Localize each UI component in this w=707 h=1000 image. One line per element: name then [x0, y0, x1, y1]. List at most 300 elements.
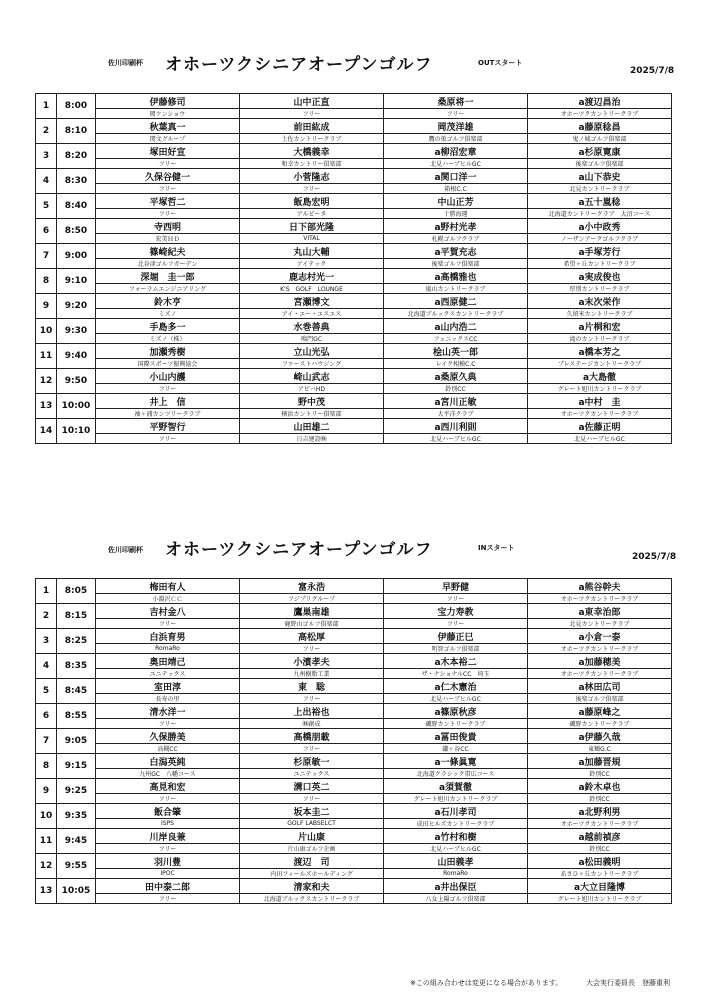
player-name: a桑原久典 [384, 369, 528, 384]
player-affiliation: 北谷津ゴルフガーデン [96, 259, 240, 269]
player-affiliation: フジプリグループ [240, 594, 384, 604]
player-affiliation: 内田フィールズホールディング [240, 869, 384, 879]
player-name: a井出保臣 [384, 879, 528, 894]
player-affiliation: 鈴別CC [528, 794, 672, 804]
player-affiliation: フェニックスCC [384, 334, 528, 344]
player-affiliation: 北見カントリークラブ [528, 184, 672, 194]
player-name: 井上 信 [96, 394, 240, 409]
tee-time: 8:35 [57, 654, 96, 679]
player-name: 久保谷健一 [96, 169, 240, 184]
player-name: a小倉一泰 [528, 629, 672, 644]
player-name: 加瀬秀樹 [96, 344, 240, 359]
player-name: a山下恭史 [528, 169, 672, 184]
player-name: a山内浩二 [384, 319, 528, 334]
player-name: 立山光弘 [240, 344, 384, 359]
tee-time: 8:10 [57, 119, 96, 144]
group-number: 13 [36, 394, 57, 419]
player-affiliation: ミズノ [96, 309, 240, 319]
player-affiliation: ファーストハウジング [240, 359, 384, 369]
tee-time: 9:05 [57, 729, 96, 754]
player-name: 高松厚 [240, 629, 384, 644]
out-section [0, 0, 707, 443]
player-name: a橋本芳之 [528, 344, 672, 359]
player-name: a小中政秀 [528, 219, 672, 234]
player-affiliation: 袖ヶ浦カンツリークラブ [96, 409, 240, 419]
affiliation-row [36, 409, 672, 419]
player-affiliation: フリー [384, 109, 528, 119]
player-affiliation: フリー [240, 744, 384, 754]
group-number: 8 [36, 269, 57, 294]
player-name: 鷹巣南雄 [240, 604, 384, 619]
player-affiliation: 東鶴G.C [528, 744, 672, 754]
tee-time: 8:45 [57, 679, 96, 704]
player-name: 飯合肇 [96, 804, 240, 819]
player-name: 塚田好宣 [96, 144, 240, 159]
group-number: 9 [36, 779, 57, 804]
player-name: 飯島宏明 [240, 194, 384, 209]
player-name: 丸山大輔 [240, 244, 384, 259]
player-name: a篠原秋彦 [384, 704, 528, 719]
player-name: 中山正芳 [384, 194, 528, 209]
player-affiliation: 後楽ゴルフ倶楽部 [384, 259, 528, 269]
tee-time: 8:00 [57, 94, 96, 119]
group-number: 11 [36, 344, 57, 369]
player-name: a須賀徹 [384, 779, 528, 794]
group-number: 1 [36, 94, 57, 119]
group-row [36, 804, 672, 819]
player-affiliation: 磯野カントリークラブ [384, 719, 528, 729]
affiliation-row [36, 209, 672, 219]
player-affiliation: フリー [96, 794, 240, 804]
player-affiliation: アルビータ [240, 209, 384, 219]
player-name: 手島多一 [96, 319, 240, 334]
player-affiliation: 札幌ゴルフクラブ [384, 234, 528, 244]
player-name: a手塚芳行 [528, 244, 672, 259]
affiliation-row [36, 769, 672, 779]
player-name: 坂本圭二 [240, 804, 384, 819]
affiliation-row [36, 309, 672, 319]
player-affiliation: アイ・エー・エスエス [240, 309, 384, 319]
player-affiliation: グレート旭川カントリークラブ [528, 894, 672, 904]
tee-time: 8:40 [57, 194, 96, 219]
player-name: 山中正直 [240, 94, 384, 109]
group-row [36, 194, 672, 209]
player-name: 桧山英一郎 [384, 344, 528, 359]
player-name: a仁木憲治 [384, 679, 528, 694]
player-name: a加藤穂美 [528, 654, 672, 669]
group-number: 3 [36, 629, 57, 654]
player-affiliation: 片山康ゴルフ企画 [240, 844, 384, 854]
player-affiliation: 長寿の里 [96, 694, 240, 704]
player-name: 小山内護 [96, 369, 240, 384]
player-name: 清水洋一 [96, 704, 240, 719]
player-name: a冨田俊貴 [384, 729, 528, 744]
player-name: 川岸良兼 [96, 829, 240, 844]
player-name: 高橋朋載 [240, 729, 384, 744]
player-name: 日下部光隆 [240, 219, 384, 234]
date-label: 2025/7/8 [630, 66, 675, 76]
player-name: a大立目隆博 [528, 879, 672, 894]
player-name: a伊藤久哉 [528, 729, 672, 744]
player-name: a末次栄作 [528, 294, 672, 309]
player-affiliation: 鷹の巣ゴルフ倶楽部 [384, 134, 528, 144]
tee-time: 8:05 [57, 579, 96, 604]
group-number: 10 [36, 319, 57, 344]
tee-time: 9:00 [57, 244, 96, 269]
player-name: a藤原峰之 [528, 704, 672, 719]
player-affiliation: RomaRo [384, 869, 528, 879]
player-affiliation: アビバHD [240, 384, 384, 394]
player-name: a佐藤正明 [528, 419, 672, 434]
tee-time: 9:45 [57, 829, 96, 854]
player-affiliation: ユニテックス [240, 769, 384, 779]
player-affiliation: フリー [96, 894, 240, 904]
group-number: 9 [36, 294, 57, 319]
player-name: a西原健二 [384, 294, 528, 309]
footer-note: ※この組み合わせは変更になる場合があります。 [410, 979, 563, 987]
group-row [36, 879, 672, 894]
player-name: a平賀充志 [384, 244, 528, 259]
player-affiliation: フリー [96, 844, 240, 854]
player-name: a林田広司 [528, 679, 672, 694]
player-name: a鈴木卓也 [528, 779, 672, 794]
affiliation-row [36, 384, 672, 394]
group-number: 7 [36, 244, 57, 269]
group-row [36, 319, 672, 334]
player-affiliation: フリー [240, 694, 384, 704]
group-row [36, 829, 672, 844]
player-affiliation: 横浜カントリー倶楽部 [240, 409, 384, 419]
group-row [36, 704, 672, 719]
affiliation-row [36, 844, 672, 854]
player-affiliation: フリー [96, 719, 240, 729]
group-row [36, 244, 672, 259]
group-row [36, 579, 672, 594]
player-name: a松田義明 [528, 854, 672, 869]
player-name: 小濱孝夫 [240, 654, 384, 669]
group-row [36, 394, 672, 409]
player-name: 鹿志村光一 [240, 269, 384, 284]
player-name: 白潟英純 [96, 754, 240, 769]
player-affiliation: あさひヶ丘カントリークラブ [528, 869, 672, 879]
group-number: 2 [36, 604, 57, 629]
affiliation-row [36, 669, 672, 679]
tee-time: 9:15 [57, 754, 96, 779]
player-affiliation: レイク相模C.C [384, 359, 528, 369]
date-label: 2025/7/8 [632, 552, 677, 562]
player-name: a木本裕二 [384, 654, 528, 669]
player-name: a五十嵐稔 [528, 194, 672, 209]
player-affiliation: アイテック [240, 259, 384, 269]
tee-time: 8:30 [57, 169, 96, 194]
player-affiliation: 北見ハーブヒルGC [384, 694, 528, 704]
player-affiliation: 北見ハーブヒルGC [384, 159, 528, 169]
player-name: 片山康 [240, 829, 384, 844]
player-name: 白浜育男 [96, 629, 240, 644]
player-affiliation: 鈴別CC [528, 769, 672, 779]
group-row [36, 729, 672, 744]
player-affiliation: フリー [96, 384, 240, 394]
player-name: 寺西明 [96, 219, 240, 234]
player-name: 平野智行 [96, 419, 240, 434]
player-affiliation: 八女上陽ゴルフ倶楽部 [384, 894, 528, 904]
affiliation-row [36, 819, 672, 829]
page-title: オホーツクシニアオープンゴルフ [165, 540, 433, 560]
player-affiliation: IPOC [96, 869, 240, 879]
affiliation-row [36, 159, 672, 169]
affiliation-row [36, 869, 672, 879]
player-name: 奥田靖己 [96, 654, 240, 669]
player-name: a熊谷幹夫 [528, 579, 672, 594]
player-name: 山田雄二 [240, 419, 384, 434]
player-name: a西川利則 [384, 419, 528, 434]
player-affiliation: 鬼ノ城ゴルフ倶楽部 [528, 134, 672, 144]
player-name: 伊藤修司 [96, 94, 240, 109]
sponsor-label: 佐川印刷杯 [108, 59, 143, 67]
affiliation-row [36, 744, 672, 754]
player-name: 清家和夫 [240, 879, 384, 894]
tee-time: 8:25 [57, 629, 96, 654]
player-name: 鈴木亨 [96, 294, 240, 309]
affiliation-row [36, 134, 672, 144]
group-row [36, 369, 672, 384]
player-affiliation: 九州樹脂工業 [240, 669, 384, 679]
affiliation-row [36, 234, 672, 244]
affiliation-row [36, 594, 672, 604]
group-row [36, 419, 672, 434]
player-name: 伊藤正巳 [384, 629, 528, 644]
player-affiliation: 鈴別CC [528, 844, 672, 854]
player-affiliation: フリー [96, 619, 240, 629]
player-affiliation: VITAL [240, 234, 384, 244]
player-affiliation: 明智ゴルフ倶楽部 [384, 644, 528, 654]
out-header [0, 0, 707, 76]
affiliation-row [36, 284, 672, 294]
player-name: 室田淳 [96, 679, 240, 694]
player-affiliation: オホーツクカントリークラブ [528, 594, 672, 604]
player-name: 宮瀬博文 [240, 294, 384, 309]
player-affiliation: フリー [240, 109, 384, 119]
player-affiliation: 成田ヒルズカントリークラブ [384, 819, 528, 829]
group-number: 5 [36, 679, 57, 704]
tee-time: 10:05 [57, 879, 96, 904]
affiliation-row [36, 184, 672, 194]
start-label: INスタート [478, 544, 515, 552]
player-name: a大島徹 [528, 369, 672, 384]
tee-time: 9:10 [57, 269, 96, 294]
affiliation-row [36, 794, 672, 804]
tee-time: 8:50 [57, 219, 96, 244]
group-number: 1 [36, 579, 57, 604]
sponsor-label: 佐川印刷杯 [108, 546, 143, 554]
tee-time: 9:20 [57, 294, 96, 319]
tee-time: 9:50 [57, 369, 96, 394]
player-name: 東 聡 [240, 679, 384, 694]
player-name: 上出裕也 [240, 704, 384, 719]
affiliation-row [36, 359, 672, 369]
player-affiliation: 土佐カントリークラブ [240, 134, 384, 144]
group-number: 3 [36, 144, 57, 169]
player-affiliation: 北見ハーブヒルGC [384, 434, 528, 444]
affiliation-row [36, 719, 672, 729]
player-name: a渡辺昌治 [528, 94, 672, 109]
group-number: 6 [36, 219, 57, 244]
player-affiliation: フリー [240, 644, 384, 654]
group-number: 8 [36, 754, 57, 779]
group-number: 5 [36, 194, 57, 219]
affiliation-row [36, 259, 672, 269]
player-name: 深堀 圭一郎 [96, 269, 240, 284]
player-affiliation: ノーザンアークゴルフクラブ [528, 234, 672, 244]
group-row [36, 604, 672, 619]
player-name: 小菅隆志 [240, 169, 384, 184]
player-name: a柳沼宏章 [384, 144, 528, 159]
player-affiliation: フリー [384, 594, 528, 604]
group-row [36, 654, 672, 669]
player-name: 水巻善典 [240, 319, 384, 334]
tee-time: 8:15 [57, 604, 96, 629]
tee-time: 9:55 [57, 854, 96, 879]
player-affiliation: オホーツクカントリークラブ [528, 669, 672, 679]
player-name: a石川孝司 [384, 804, 528, 819]
player-affiliation: 北見ハーブヒルGC [528, 434, 672, 444]
player-name: 篠崎紀夫 [96, 244, 240, 259]
player-name: a加藤晋規 [528, 754, 672, 769]
tee-time: 10:10 [57, 419, 96, 444]
player-affiliation: フリー [96, 159, 240, 169]
group-number: 10 [36, 804, 57, 829]
group-row [36, 269, 672, 284]
group-number: 12 [36, 854, 57, 879]
affiliation-row [36, 334, 672, 344]
player-name: 前田紘成 [240, 119, 384, 134]
player-affiliation: 高槻CC [96, 744, 240, 754]
player-affiliation: 大平洋クラブ [384, 409, 528, 419]
group-row [36, 679, 672, 694]
player-name: a野村光孝 [384, 219, 528, 234]
group-number: 6 [36, 704, 57, 729]
group-row [36, 169, 672, 184]
group-number: 4 [36, 169, 57, 194]
player-affiliation: 九州GC 八幡コース [96, 769, 240, 779]
group-number: 12 [36, 369, 57, 394]
group-number: 4 [36, 654, 57, 679]
group-row [36, 219, 672, 234]
tee-time: 10:00 [57, 394, 96, 419]
player-name: 羽川豊 [96, 854, 240, 869]
group-row [36, 144, 672, 159]
player-affiliation: 宏美ＨＤ [96, 234, 240, 244]
player-name: 渡辺 司 [240, 854, 384, 869]
player-affiliation: 小淵沢ＣＣ [96, 594, 240, 604]
player-name: 高見和宏 [96, 779, 240, 794]
group-row [36, 854, 672, 869]
player-affiliation: フリー [96, 209, 240, 219]
group-row [36, 754, 672, 769]
player-affiliation: 厚別カントリークラブ [528, 284, 672, 294]
player-name: a竹村和樹 [384, 829, 528, 844]
player-affiliation: ユニテックス [96, 669, 240, 679]
player-name: a北野利男 [528, 804, 672, 819]
affiliation-row [36, 434, 672, 444]
player-name: a東幸治郎 [528, 604, 672, 619]
player-affiliation: フリー [384, 619, 528, 629]
player-name: a関口洋一 [384, 169, 528, 184]
player-affiliation: 鈴別CC [384, 384, 528, 394]
player-affiliation: 後楽ゴルフ倶楽部 [528, 694, 672, 704]
group-row [36, 629, 672, 644]
player-name: 山田義孝 [384, 854, 528, 869]
player-affiliation: K'S GOLF LOUNGE [240, 284, 384, 294]
player-affiliation: GOLF LABSELCT [240, 819, 384, 829]
tee-time: 9:40 [57, 344, 96, 369]
player-name: 秋葉真一 [96, 119, 240, 134]
tee-time: 9:30 [57, 319, 96, 344]
player-name: a藤原稔昌 [528, 119, 672, 134]
player-name: a越前禎彦 [528, 829, 672, 844]
player-affiliation: 嵐山カントリークラブ [384, 284, 528, 294]
player-affiliation: 北見ハーブヒルGC [384, 844, 528, 854]
player-affiliation: オホーツクカントリークラブ [528, 409, 672, 419]
affiliation-row [36, 644, 672, 654]
group-number: 14 [36, 419, 57, 444]
group-row [36, 119, 672, 134]
group-row [36, 294, 672, 309]
player-affiliation: ザ・ナショナルCC 埼玉 [384, 669, 528, 679]
player-affiliation: 十勝海運 [384, 209, 528, 219]
player-affiliation: 後楽ゴルフ倶楽部 [528, 159, 672, 169]
player-name: 梅田有人 [96, 579, 240, 594]
player-name: a実成俊也 [528, 269, 672, 284]
player-name: a片桐和宏 [528, 319, 672, 334]
player-affiliation: フリー [96, 434, 240, 444]
footer-committee: 大会実行委員長 登藤重利 [586, 979, 670, 987]
tee-time: 9:35 [57, 804, 96, 829]
page-title: オホーツクシニアオープンゴルフ [165, 55, 433, 75]
group-number: 2 [36, 119, 57, 144]
player-affiliation: ㈱創成 [240, 719, 384, 729]
player-name: 岡茂洋雄 [384, 119, 528, 134]
player-name: 富永浩 [240, 579, 384, 594]
player-affiliation: 箱根C.C [384, 184, 528, 194]
player-affiliation: ISPS [96, 819, 240, 829]
player-name: 大橋義幸 [240, 144, 384, 159]
player-affiliation: 鎌ヶ谷CC [384, 744, 528, 754]
player-affiliation: グレート旭川カントリークラブ [528, 384, 672, 394]
in-pairing-table [35, 578, 672, 904]
player-affiliation: 久留米カントリークラブ [528, 309, 672, 319]
player-affiliation: 岡ケンショウ [96, 109, 240, 119]
player-affiliation: プレステージカントリークラブ [528, 359, 672, 369]
out-pairing-table [35, 93, 672, 444]
player-name: 崎山武志 [240, 369, 384, 384]
player-affiliation: 日吉建設㈱ [240, 434, 384, 444]
group-number: 11 [36, 829, 57, 854]
player-affiliation: RomaRo [96, 644, 240, 654]
player-name: 野中茂 [240, 394, 384, 409]
player-name: 久保勝美 [96, 729, 240, 744]
group-number: 13 [36, 879, 57, 904]
tee-time: 9:25 [57, 779, 96, 804]
player-name: 平塚哲二 [96, 194, 240, 209]
player-affiliation: フリー [240, 184, 384, 194]
player-affiliation: グレート旭川カントリークラブ [384, 794, 528, 804]
affiliation-row [36, 694, 672, 704]
tee-time: 8:55 [57, 704, 96, 729]
group-row [36, 779, 672, 794]
player-affiliation: 北海道クラシック帯広コース [384, 769, 528, 779]
player-name: a杉原寛康 [528, 144, 672, 159]
